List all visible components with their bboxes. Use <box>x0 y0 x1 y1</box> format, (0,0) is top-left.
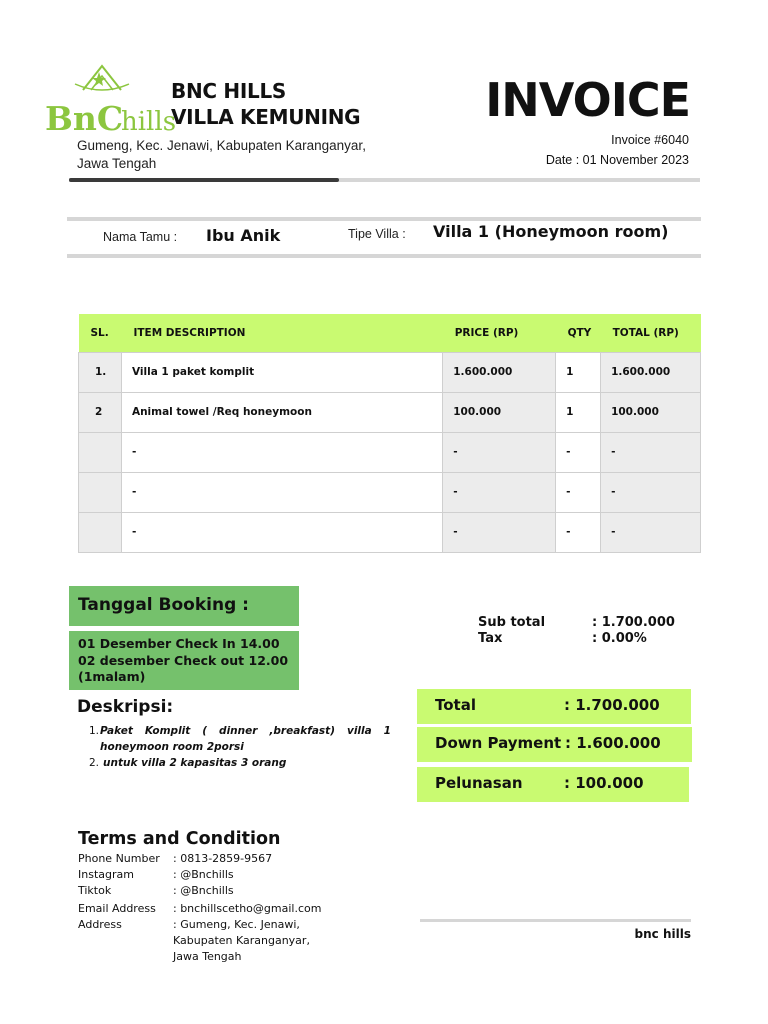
terms-value: : @Bnchills <box>173 868 234 881</box>
items-table <box>78 314 701 553</box>
terms-value: Jawa Tengah <box>173 950 242 963</box>
col-header-qty: QTY <box>556 314 601 352</box>
cell-qty: 1 <box>556 392 601 432</box>
cell-price: - <box>443 432 556 472</box>
terms-key: Phone Number <box>78 852 160 865</box>
table-row <box>79 432 701 472</box>
cell-price: - <box>443 472 556 512</box>
logo-text-bn: BnC <box>45 99 124 138</box>
list-item <box>89 723 391 755</box>
col-header-total: TOTAL (RP) <box>601 314 701 352</box>
signature-line <box>420 919 691 922</box>
subtotal-label: Sub total <box>478 615 546 630</box>
list-item-text: untuk villa 2 kapasitas 3 orang <box>103 757 287 769</box>
cell-description: - <box>121 512 442 552</box>
terms-row-phone <box>78 851 343 868</box>
terms-key <box>78 933 173 950</box>
terms-title: Terms and Condition <box>78 829 281 849</box>
company-name <box>171 78 360 130</box>
list-item-number: 1. <box>89 725 100 737</box>
cell-qty: - <box>556 472 601 512</box>
terms-key <box>78 949 173 966</box>
cell-total: 100.000 <box>601 392 701 432</box>
terms-key: Instagram <box>78 868 134 881</box>
terms-value: : @Bnchills <box>173 884 234 897</box>
invoice-number: Invoice #6040 <box>611 133 689 147</box>
cell-price: 100.000 <box>443 392 556 432</box>
terms-value: : 0813-2859-9567 <box>173 852 273 865</box>
logo-text-hills: hills <box>121 107 177 137</box>
booking-title: Tanggal Booking : <box>78 595 249 615</box>
terms-value: : Gumeng, Kec. Jenawi, <box>173 918 300 931</box>
terms-row-tiktok <box>78 883 343 900</box>
table-header-row <box>79 314 701 352</box>
description-list <box>89 723 391 771</box>
booking-details <box>69 631 299 690</box>
villa-type-label: Tipe Villa : <box>348 227 406 241</box>
guest-name-value: Ibu Anik <box>206 226 281 245</box>
terms-key: Tiktok <box>78 884 112 897</box>
table-row <box>79 472 701 512</box>
signature-name: bnc hills <box>634 927 691 941</box>
cell-description: Villa 1 paket komplit <box>121 352 442 392</box>
guest-divider-top <box>67 217 701 221</box>
tax-label: Tax <box>478 631 503 646</box>
table-row <box>79 512 701 552</box>
list-item <box>89 755 391 771</box>
cell-qty: - <box>556 512 601 552</box>
cell-total: - <box>601 432 701 472</box>
terms-value: : bnchillscetho@gmail.com <box>173 902 322 915</box>
cell-description: Animal towel /Req honeymoon <box>121 392 442 432</box>
terms-row-address <box>78 917 343 934</box>
guest-divider-bottom <box>67 254 701 258</box>
total-label: Total <box>435 696 476 714</box>
subtotal-value: : 1.700.000 <box>592 615 675 630</box>
terms-row-address-cont <box>78 949 343 966</box>
description-title: Deskripsi: <box>77 697 174 717</box>
pelunasan-value: : 100.000 <box>564 774 644 792</box>
company-address-line1: Gumeng, Kec. Jenawi, Kabupaten Karanganyar, <box>77 138 366 153</box>
invoice-date: Date : 01 November 2023 <box>545 153 689 167</box>
pelunasan-label: Pelunasan <box>435 774 523 792</box>
company-name-line2: VILLA KEMUNING <box>171 105 361 129</box>
down-payment-value: : 1.600.000 <box>565 734 661 752</box>
col-header-description: ITEM DESCRIPTION <box>121 314 442 352</box>
cell-total: 1.600.000 <box>601 352 701 392</box>
header-divider-accent <box>69 178 339 182</box>
terms-key: Email Address <box>78 902 156 915</box>
terms-key: Address <box>78 918 122 931</box>
invoice-title: INVOICE <box>485 73 690 127</box>
table-row <box>79 352 701 392</box>
col-header-price: PRICE (RP) <box>443 314 556 352</box>
cell-price: - <box>443 512 556 552</box>
terms-row-address-cont <box>78 933 343 950</box>
cell-total: - <box>601 512 701 552</box>
cell-description: - <box>121 432 442 472</box>
company-name-line1: BNC HILLS <box>171 79 286 103</box>
company-address <box>77 137 397 173</box>
logo-roof-icon <box>45 60 177 138</box>
cell-sl: 1. <box>79 352 122 392</box>
cell-sl <box>79 472 122 512</box>
cell-sl <box>79 432 122 472</box>
col-header-sl: SL. <box>79 314 122 352</box>
company-logo <box>45 60 177 138</box>
list-item-number: 2. <box>89 757 100 769</box>
cell-total: - <box>601 472 701 512</box>
pelunasan-box <box>417 767 689 802</box>
tax-value: : 0.00% <box>592 631 647 646</box>
terms-row-instagram <box>78 867 343 884</box>
cell-sl <box>79 512 122 552</box>
guest-name-label: Nama Tamu : <box>103 230 178 244</box>
table-row <box>79 392 701 432</box>
booking-check-in: 01 Desember Check In 14.00 <box>78 636 280 651</box>
total-box <box>417 689 691 724</box>
cell-qty: 1 <box>556 352 601 392</box>
cell-price: 1.600.000 <box>443 352 556 392</box>
villa-type-value: Villa 1 (Honeymoon room) <box>433 222 669 241</box>
booking-check-out: 02 desember Check out 12.00 <box>78 652 289 668</box>
cell-qty: - <box>556 432 601 472</box>
booking-nights: (1malam) <box>78 669 146 684</box>
terms-value: Kabupaten Karanganyar, <box>173 934 310 947</box>
list-item-text: Paket Komplit ( dinner ,breakfast) villa 1 honeymoon room 2porsi <box>100 725 391 753</box>
down-payment-box <box>417 727 692 762</box>
cell-sl: 2 <box>79 392 122 432</box>
down-payment-label: Down Payment <box>435 734 562 752</box>
total-value: : 1.700.000 <box>564 696 660 714</box>
company-address-line2: Jawa Tengah <box>77 156 157 171</box>
terms-row-email <box>78 901 343 918</box>
cell-description: - <box>121 472 442 512</box>
